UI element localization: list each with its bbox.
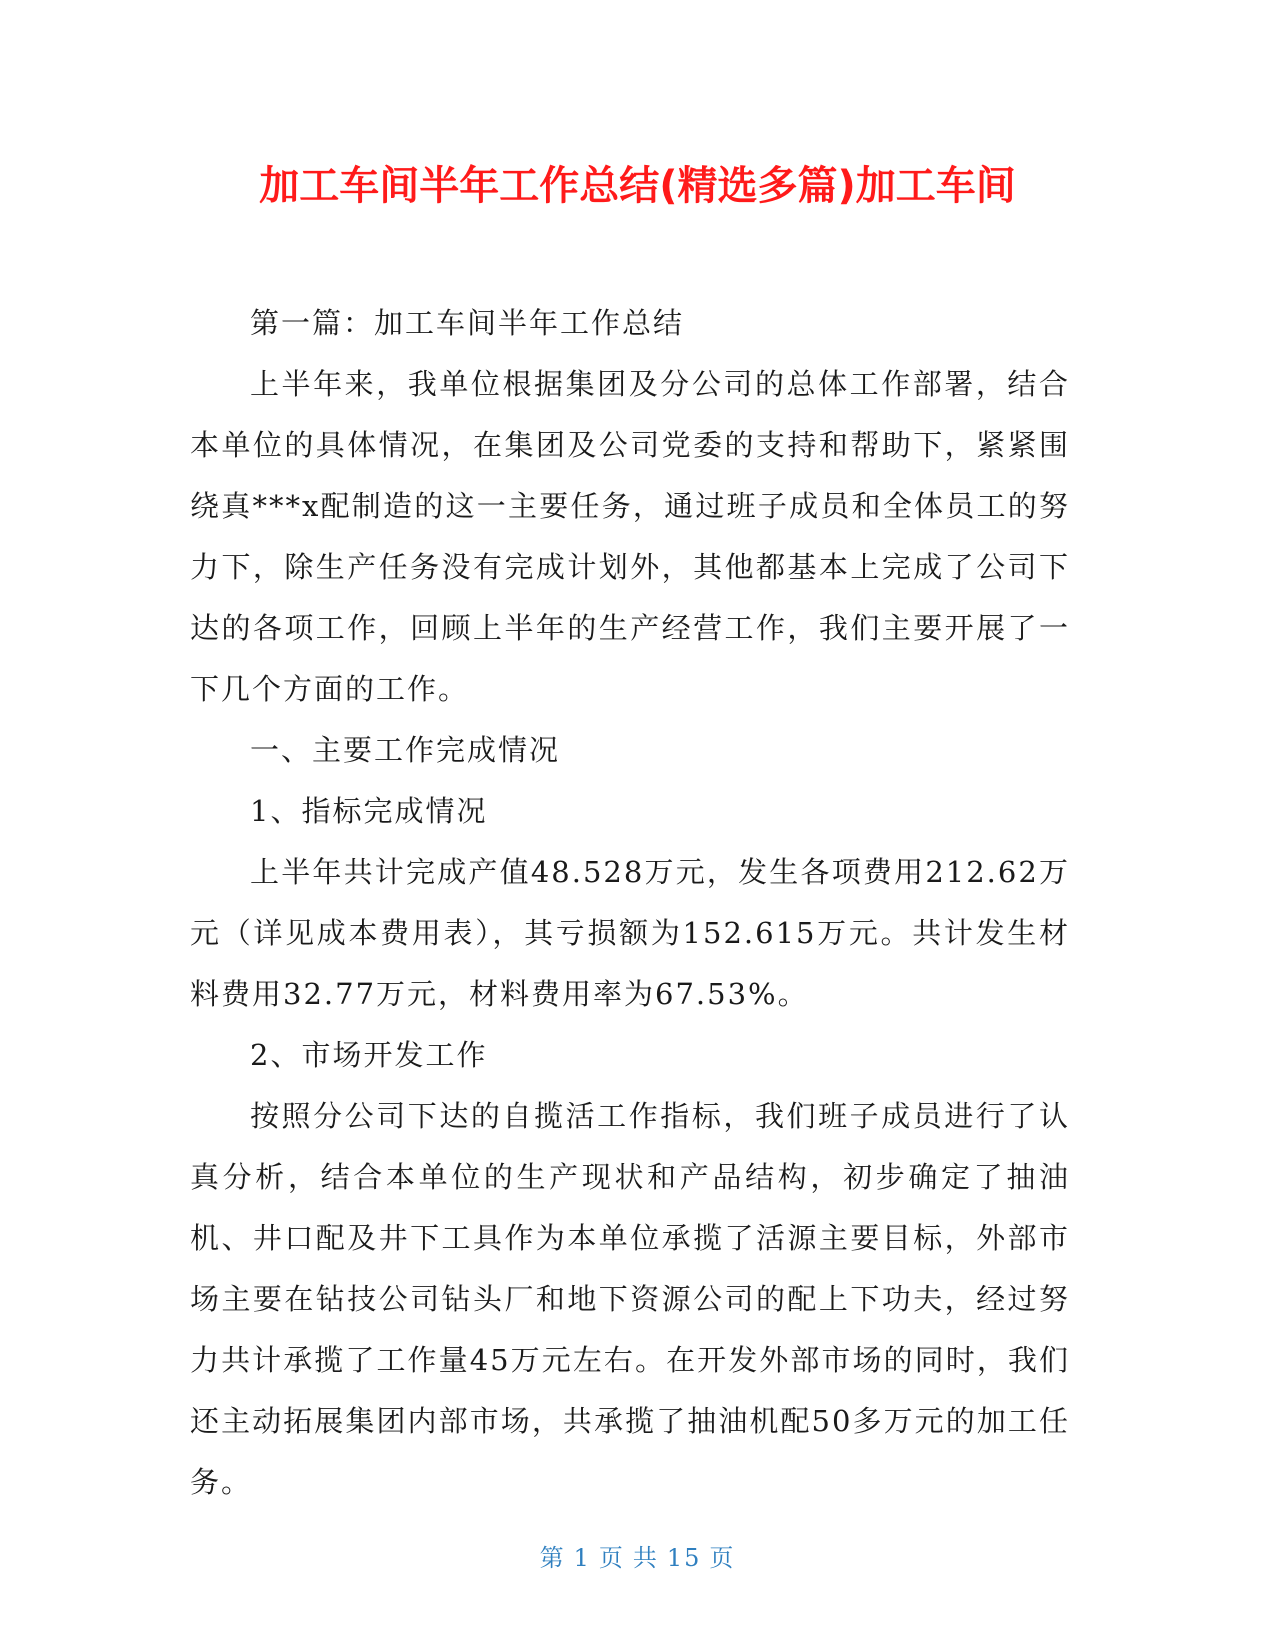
- page-label-prefix: 第: [539, 1544, 566, 1572]
- total-label: 共: [632, 1544, 659, 1572]
- document-body: [190, 293, 1070, 1513]
- page-footer: [0, 1543, 1275, 1573]
- page-label-mid: 页: [598, 1544, 625, 1572]
- page-label-suffix: 页: [709, 1544, 736, 1572]
- document-title: 加工车间半年工作总结(精选多篇)加工车间: [259, 163, 1016, 209]
- body-paragraph: 上半年共计完成产值48.528万元，发生各项费用212.62万元（详见成本费用表），其亏损额为152.615万元。共计发生材料费用32.77万元，材料费用率为67.53%。: [190, 855, 1070, 1011]
- total-pages-number: 15: [666, 1544, 702, 1572]
- current-page-number: 1: [573, 1544, 591, 1572]
- section-heading: 一、主要工作完成情况: [250, 733, 561, 767]
- subsection-heading: 1、指标完成情况: [250, 794, 488, 828]
- section-heading: 第一篇：加工车间半年工作总结: [250, 306, 685, 340]
- body-paragraph: 上半年来，我单位根据集团及分公司的总体工作部署，结合本单位的具体情况，在集团及公司党委的支持和帮助下，紧紧围绕真***x配制造的这一主要任务，通过班子成员和全体员工的努力下，除生产任务没有完成计划外，其他都基本上完成了公司下达的各项工作，回顾上半年的生产经营工作，我们主要开展了一下几个方面的工作。: [190, 367, 1070, 706]
- subsection-heading: 2、市场开发工作: [250, 1038, 488, 1072]
- body-paragraph: 按照分公司下达的自揽活工作指标，我们班子成员进行了认真分析，结合本单位的生产现状和产品结构，初步确定了抽油机、井口配及井下工具作为本单位承揽了活源主要目标，外部市场主要在钻技公司钻头厂和地下资源公司的配上下功夫，经过努力共计承揽了工作量45万元左右。在开发外部市场的同时，我们还主动拓展集团内部市场，共承揽了抽油机配50多万元的加工任务。: [190, 1099, 1070, 1499]
